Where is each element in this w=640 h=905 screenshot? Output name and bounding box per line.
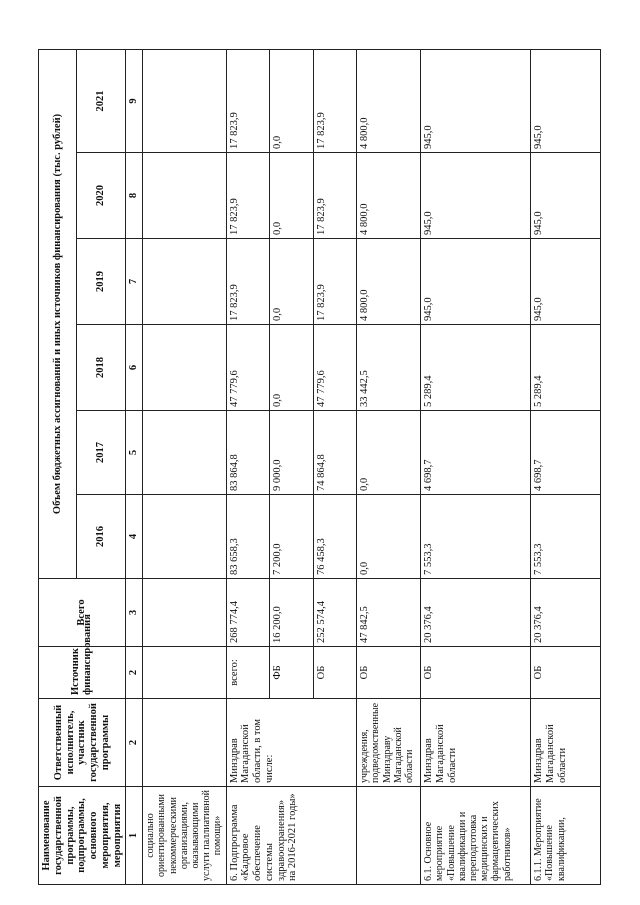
cell-value: 5 289,4	[531, 325, 601, 411]
cell-value: 17 823,9	[226, 49, 270, 152]
row-source: ОБ	[357, 647, 421, 699]
index-cell: 2	[126, 699, 143, 787]
index-cell: 5	[126, 411, 143, 495]
cell-value: 0,0	[357, 411, 421, 495]
row-responsible: Минздрав Магаданской области	[421, 699, 531, 787]
header-name: Наименование государственной программы, подпрограммы, основного мероприятия, мероприятия	[39, 787, 126, 885]
index-cell: 2	[126, 647, 143, 699]
index-cell: 9	[126, 49, 143, 152]
cell-value: 0,0	[270, 325, 314, 411]
cell-value: 16 200,0	[270, 579, 314, 647]
cell-value: 252 574,4	[313, 579, 357, 647]
cell-value: 0,0	[357, 495, 421, 579]
financing-table	[38, 49, 601, 885]
cell-value: 0,0	[270, 49, 314, 152]
index-cell: 6	[126, 325, 143, 411]
cell-value: 17 823,9	[313, 49, 357, 152]
cell-value: 4 800,0	[357, 49, 421, 152]
row-source: ОБ	[421, 647, 531, 699]
row-source: всего:	[226, 647, 270, 699]
cell-value: 17 823,9	[226, 153, 270, 239]
cell-value: 5 289,4	[421, 325, 531, 411]
table-row	[357, 49, 421, 884]
table-row	[421, 49, 531, 884]
cell-value: 4 698,7	[531, 411, 601, 495]
cell-value: 268 774,4	[226, 579, 270, 647]
cell-value: 7 200,0	[270, 495, 314, 579]
table-row	[143, 49, 226, 884]
header-total: Всего	[39, 579, 126, 647]
row-responsible: Минздрав Магаданской области	[531, 699, 601, 787]
cell-value: 4 698,7	[421, 411, 531, 495]
cell-value: 945,0	[531, 239, 601, 325]
table-row	[226, 49, 270, 884]
cell-value: 76 458,3	[313, 495, 357, 579]
cell-value: 74 864,8	[313, 411, 357, 495]
row-name: социально ориентированными некоммерческими организациями, оказывающими услуги паллиативной помощи»	[143, 787, 226, 885]
cell-value: 4 800,0	[357, 239, 421, 325]
cell-value: 33 442,5	[357, 325, 421, 411]
cell-value: 0,0	[270, 153, 314, 239]
cell-value: 47 779,6	[313, 325, 357, 411]
row-name: 6.1. Основное мероприятие «Повышение квалификации и переподготовка медицинских и фармацевтических работников»	[421, 787, 531, 885]
cell-value: 945,0	[421, 153, 531, 239]
cell-value: 7 553,3	[421, 495, 531, 579]
cell-value: 83 864,8	[226, 411, 270, 495]
row-name: 6.1.1. Мероприятие «Повышение квалификации,	[531, 787, 601, 885]
index-row	[126, 49, 143, 884]
row-source: ОБ	[531, 647, 601, 699]
index-cell: 4	[126, 495, 143, 579]
table-row	[531, 49, 601, 884]
header-source: Источник финансирования	[39, 647, 126, 699]
row-responsible: учреждения, подведомственные Минздраву Магаданской области	[357, 699, 421, 787]
cell-value: 9 000,0	[270, 411, 314, 495]
header-year-2021: 2021	[76, 49, 125, 152]
cell-value: 0,0	[270, 239, 314, 325]
cell-value: 945,0	[531, 49, 601, 152]
cell-value: 83 658,3	[226, 495, 270, 579]
row-source: ФБ	[270, 647, 314, 699]
header-year-2020: 2020	[76, 153, 125, 239]
index-cell: 8	[126, 153, 143, 239]
row-source: ОБ	[313, 647, 357, 699]
cell-value: 47 842,5	[357, 579, 421, 647]
rotated-table-wrapper	[38, 50, 601, 885]
cell-value: 20 376,4	[531, 579, 601, 647]
header-group: Объем бюджетных ассигнований и иных источников финансирования (тыс. рублей)	[39, 49, 77, 578]
cell-value: 17 823,9	[313, 153, 357, 239]
cell-value: 17 823,9	[313, 239, 357, 325]
index-cell: 1	[126, 787, 143, 885]
cell-value: 7 553,3	[531, 495, 601, 579]
cell-value: 47 779,6	[226, 325, 270, 411]
index-cell: 7	[126, 239, 143, 325]
header-responsible: Ответственный исполнитель, участник государственной программы	[39, 699, 126, 787]
cell-value: 20 376,4	[421, 579, 531, 647]
header-year-2018: 2018	[76, 325, 125, 411]
cell-value: 17 823,9	[226, 239, 270, 325]
header-year-2016: 2016	[76, 495, 125, 579]
index-cell: 3	[126, 579, 143, 647]
cell-value: 945,0	[421, 239, 531, 325]
cell-value: 4 800,0	[357, 153, 421, 239]
cell-value: 945,0	[421, 49, 531, 152]
header-year-2019: 2019	[76, 239, 125, 325]
header-year-2017: 2017	[76, 411, 125, 495]
row-responsible: Минздрав Магаданской области, в том числе:	[226, 699, 357, 787]
row-name: 6. Подпрограмма «Кадровое обеспечение системы здравоохранения» на 2016-2021 годы»	[226, 787, 357, 885]
cell-value: 945,0	[531, 153, 601, 239]
